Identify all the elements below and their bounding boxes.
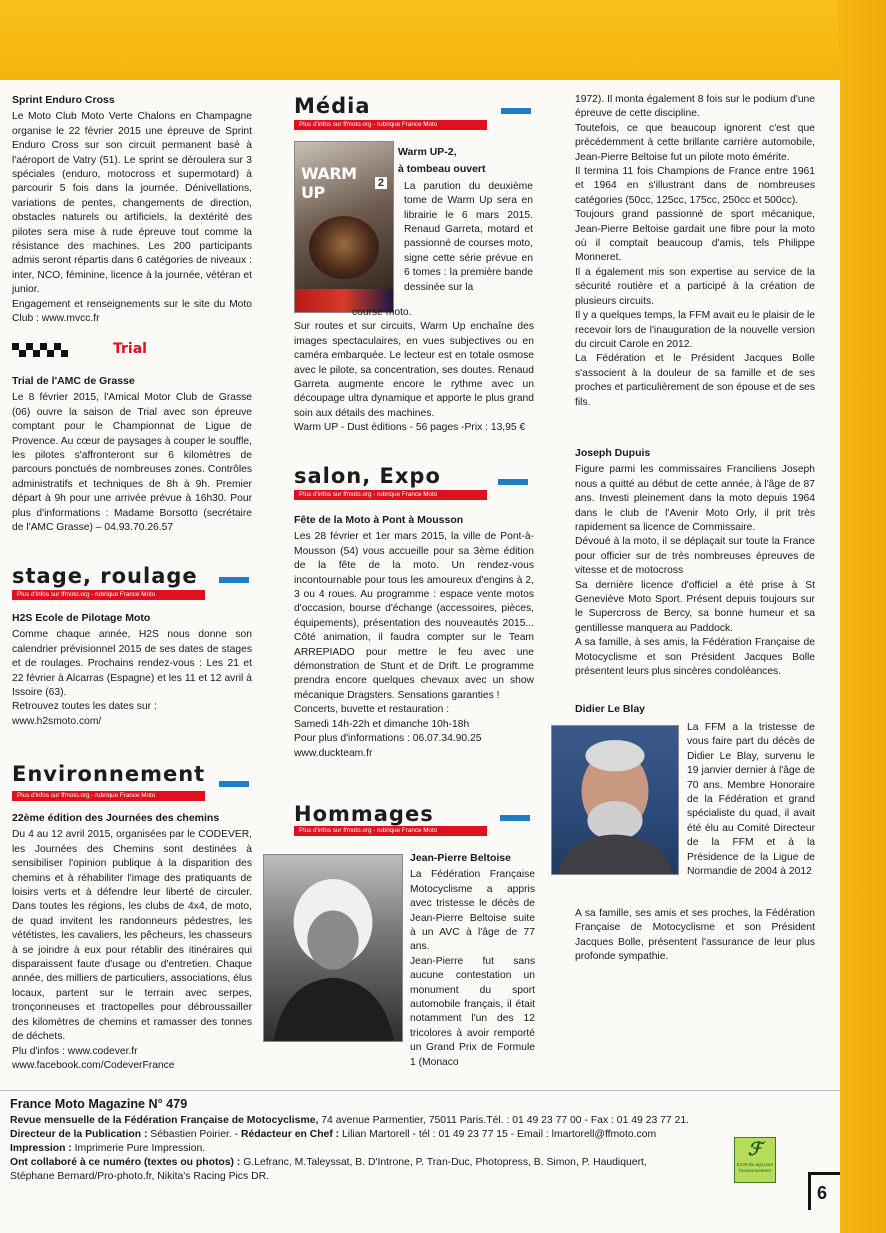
beltoise-text: La Fédération Française Motocyclisme a appris avec tristesse le décès de Jean-Pierre Beltoise suite à un AVC à l'âge de 77 ans. — [410, 869, 535, 953]
sprint-text: Le Moto Club Moto Verte Chalons en Champagne organise le 22 février 2015 une épreuve de Sprint Enduro Cross sur son circuit permanent basé à l'aéroport de Vatry (51). Le sprint se déroulera sur 3 spéciales (enduro, motocross et supermotard) à parcourir 5 fois dans la journée. Dénivellations, variations de pentes, changements de direction, obstacles naturels ou artificiels, la dextérité des pilotes sera mise à rude épreuve tout comme la résistance des machines. Les 200 participants admis seront répartis dans 6 catégories de niveaux : inter, NCO, féminine, licence à la journée, vétéran et junior. — [12, 111, 252, 296]
leblay-wrap-block — [687, 721, 815, 879]
sprint-text-2: Engagement et renseignements sur le site du Moto Club : www.mvcc.fr — [12, 298, 252, 325]
beltoise-p2: Toutefois, ce que beaucoup ignorent c'est que précédemment à cette brillante carrière automobile, Jean-Pierre Beltoise fut un pilote moto émérite. — [575, 122, 815, 163]
dupuis-p3: Sa dernière licence d'officiel a été prise à St Geneviève Moto Sport. Présent depuis toujours sur le Supercross de Bercy, sa bonne humeur et sa gentillesse manquera au Paddock. — [575, 579, 815, 634]
env-text: Du 4 au 12 avril 2015, organisées par le CODEVER, les Journées des Chemins sont destinées à sensibiliser l'opinion publique à la disparition des chemins et à réhabiliter l'image des pratiquants de loisirs verts et à défendre leur liberté de circuler. Dans toutes les régions, les clubs de 4x4, de moto, de quad invitent les randonneurs pédestres, les vététistes, les cavaliers, les pêcheurs, les chasseurs à se joindre à eux pour rétablir des itinéraires qui disparaissent faute d'usage ou d'entretien. Chaque année, des milliers de particuliers, associations, élus locaux, partent sur le terrain avec serpes, tronçonneuses et tractopelles pour débroussailler des kilomètres de chemins et ramasser des tonnes de déchets. — [12, 829, 252, 1043]
media-wrap-block — [398, 145, 533, 295]
page-number: 6 — [808, 1172, 840, 1210]
stage-blue-dash — [219, 577, 249, 583]
helmet-illustration — [309, 216, 379, 279]
stage-section-title: stage, roulage — [12, 564, 198, 588]
leblay-p2: A sa famille, ses amis et ses proches, la Fédération Française de Motocyclisme et son Président Jacques Bolle, présentent l'assurance de leur plus profonde sympathie. — [575, 908, 815, 963]
stage-text: Comme chaque année, H2S nous donne son calendrier prévisionnel 2015 de ses dates de stages et de roulages. Prochains rendez-vous : Les 21 et 22 février à Alcarras (Espagne) et les 11 et 12 avril à Issoire (63). — [12, 629, 252, 699]
salon-line-1: Concerts, buvette et restauration : — [294, 704, 450, 716]
footer-line-2: Directeur de la Publication : Sébastien Poirier. - Rédacteur en Chef : Lilian Martorell - tél : 01 49 23 77 15 - Email : lmartorell@ffmoto.com — [10, 1129, 657, 1140]
top-yellow-band — [0, 0, 886, 88]
stage-text-2: Retrouvez toutes les dates sur : — [12, 701, 157, 713]
stage-link[interactable]: www.h2smoto.com/ — [12, 715, 102, 727]
env-link-2[interactable]: www.facebook.com/CodeverFrance — [12, 1059, 175, 1071]
leblay-closing-block — [575, 907, 815, 965]
media-main-block — [294, 306, 534, 436]
checkered-flag-icon — [12, 343, 72, 357]
salon-line-2: Samedi 14h-22h et dimanche 10h-18h — [294, 718, 470, 730]
media-wrap-text: La parution du deuxième tome de Warm Up sera en librairie le 6 mars 2015. Renaud Garreta, motard et passionné de courses moto, signe cette série prévue en 6 tomes : la première bande dessinée sur la — [404, 180, 533, 293]
salon-text: Les 28 février et 1er mars 2015, la ville de Pont-à-Mousson (54) vous accueille pour sa 3ème édition de la fête de la moto. Un rendez-vous incontournable pour tous les amoureux d'engins à 2, 3 ou 4 roues. Au programme : espace vente motos d'occasion, bourse d'échange (accessoires, pièces, équipements), présentation des nouveautés 2015... Côté animation, il faudra compter sur le Team ARREPIADO pour mettre le feu avec une démonstration de Stunt et de Drift. Le programme prendra encore quelques chevaux avec un show mécanique Dragsters. Sensations garanties ! — [294, 531, 534, 701]
footer-line-3: Impression : Imprimerie Pure Impression. — [10, 1143, 206, 1154]
hommages-section-title: Hommages — [294, 802, 434, 826]
beltoise-p4: Toujours grand passionné de sport mécanique, Jean-Pierre Beltoise gardait une fibre pour la moto où il comptait beaucoup d'amis, tels Philippe Monneret. — [575, 209, 815, 264]
salon-section-title: salon, Expo — [294, 464, 441, 488]
ecofolio-logo — [734, 1137, 776, 1183]
beltoise-photo — [263, 854, 403, 1042]
salon-blue-dash — [498, 479, 528, 485]
media-blue-dash — [501, 108, 531, 114]
footer-divider — [0, 1090, 840, 1091]
beltoise-block — [410, 851, 535, 1070]
env-blue-dash — [219, 781, 249, 787]
trial-title: Trial de l'AMC de Grasse — [12, 375, 135, 387]
salon-block — [294, 513, 534, 761]
dupuis-title: Joseph Dupuis — [575, 447, 651, 459]
beltoise-p5: Il a également mis son expertise au service de la sécurité routière et a participé à la création de plusieurs circuits. — [575, 266, 815, 307]
column-3 — [575, 93, 815, 410]
media-info-bar: Plus d'infos sur ffmoto.org - rubrique France Moto — [294, 120, 487, 130]
dupuis-block — [575, 446, 815, 680]
media-price: Warm UP - Dust éditions - 56 pages -Prix : 13,95 € — [294, 422, 526, 434]
dupuis-p2: Dévoué à la moto, il se déplaçait sur toute la France pour officier sur de très nombreuses épreuves de vitesse et de motocross — [575, 536, 815, 577]
media-title: Warm UP-2, — [398, 146, 457, 158]
magazine-name: France Moto Magazine N° 479 — [10, 1097, 188, 1111]
dupuis-p4: A sa famille, à ses amis, la Fédération Française de Motocyclisme et son Président Jacques Bolle présentent leurs plus sincères condoléances. — [575, 637, 815, 678]
beltoise-p7: La Fédération et le Président Jacques Bolle s'associent à la douleur de sa famille et de ses proches et particulièrement de son épouse et de ses fils. — [575, 353, 815, 408]
sprint-title: Sprint Enduro Cross — [12, 94, 115, 106]
salon-title: Fête de la Moto à Pont à Mousson — [294, 514, 464, 526]
ecofolio-f-icon: ℱ — [747, 1139, 763, 1160]
media-text: Sur routes et sur circuits, Warm Up enchaîne des images spectaculaires, en vues subjectives ou en caméra embarquée. Le lecteur est en totale osmose avec le pilote, sa concentration, ses doutes. Renaud Garreta augmente encore le rythme avec un découpage ultra dynamique et apporte le plus grand soin aux détails des machines. — [294, 321, 534, 419]
media-subtitle: à tombeau ouvert — [398, 163, 486, 176]
column-1 — [12, 93, 252, 327]
stage-info-bar: Plus d'infos sur ffmoto.org - rubrique France Moto — [12, 590, 205, 600]
footer-line-4: Ont collaboré à ce numéro (textes ou photos) : G.Lefranc, M.Taleyssat, B. D'Introne, P. Tran-Duc, Photopress, B. Simon, P. Haudiquert, — [10, 1157, 647, 1168]
env-section-title: Environnement — [12, 762, 206, 786]
ecofolio-text: EcoFolio agit pour l'environnement — [736, 1162, 774, 1173]
stage-block — [12, 611, 252, 729]
salon-line-3: Pour plus d'informations : 06.07.34.90.25 — [294, 733, 482, 745]
beltoise-text-2: Jean-Pierre fut sans aucune contestation un monument du sport automobile français, il était notamment l'un des 12 tricolores à avoir remporté un Grand Prix de Formule 1 (Monaco — [410, 955, 535, 1068]
stage-title: H2S Ecole de Pilotage Moto — [12, 612, 151, 624]
env-info-bar: Plus d'infos sur ffmoto.org - rubrique France Moto — [12, 791, 205, 801]
footer-masthead — [10, 1097, 780, 1184]
env-block — [12, 811, 252, 1073]
trial-block — [12, 374, 252, 535]
trial-text: Le 8 février 2015, l'Amical Motor Club de Grasse (06) ouvre la saison de Trial avec son épreuve comptant pour le Championnat de Ligue de Provence. Au cœur de paysages à couper le souffle, les pilotes s'affronteront sur 6 kilomètres de parcours ponctués de nombreuses zones. Contrôles administratifs et techniques de 8h à 9h. Premier départ à 9h pour une arrivée prévue à 16h30. Pour plus d'informations : Madame Borsotto (secrétaire de l'AMC Grasse) – 04.93.70.26.57 — [12, 392, 252, 534]
beltoise-continued: 1972). Il monta également 8 fois sur le podium d'une épreuve de cette discipline. — [575, 94, 815, 120]
hommages-info-bar: Plus d'infos sur ffmoto.org - rubrique France Moto — [294, 826, 487, 836]
footer-line-5: Stéphane Bernard/Pro-photo.fr, Nikita's Racing Pics DR. — [10, 1171, 269, 1182]
beltoise-p6: Il y a quelques temps, la FFM avait eu le plaisir de le recevoir lors de l'inauguration de la nouvelle version du circuit Carole en 2012. — [575, 310, 815, 350]
env-title: 22ème édition des Journées des chemins — [12, 812, 220, 824]
leblay-title: Didier Le Blay — [575, 703, 646, 715]
media-section-title: Média — [294, 94, 371, 118]
footer-line-1: Revue mensuelle de la Fédération Française de Motocyclisme, 74 avenue Parmentier, 75011 Paris.Tél. : 01 49 23 77 00 - Fax : 01 49 23 77 21. — [10, 1115, 690, 1126]
leblay-header — [575, 702, 815, 719]
dupuis-p1: Figure parmi les commissaires Franciliens Joseph nous a quitté au début de cette année, à l'âge de 87 ans. Investi pleinement dans la moto depuis 1964 dans le club de l'Avenir Moto Orly, il prit très rapidement sa licence de Commissaire. — [575, 464, 815, 534]
leblay-wrap-text: La FFM a la tristesse de vous faire part du décès de Didier Le Blay, survenu le 19 janvier dernier à l'âge de 70 ans. Membre Honoraire de la Fédération et grand spécialiste du quad, il avait été élu au Comité Directeur de la FFM et à la Présidence de la Ligue de Normandie de 2004 à 2012 — [687, 722, 815, 878]
leblay-photo — [551, 725, 679, 875]
book-cover-number: 2 — [375, 177, 387, 189]
warm-up-book-cover — [294, 141, 394, 313]
salon-info-bar: Plus d'infos sur ffmoto.org - rubrique France Moto — [294, 490, 487, 500]
right-yellow-band — [838, 0, 886, 1233]
beltoise-title: Jean-Pierre Beltoise — [410, 852, 511, 864]
salon-link[interactable]: www.duckteam.fr — [294, 747, 373, 759]
book-cover-title: WARM UP — [301, 164, 357, 202]
trial-section-title: Trial — [113, 341, 147, 357]
hommages-blue-dash — [500, 815, 530, 821]
env-link-1[interactable]: Plu d'infos : www.codever.fr — [12, 1045, 138, 1057]
media-wrap-end: course moto. — [352, 307, 412, 318]
beltoise-p3: Il termina 11 fois Champions de France entre 1961 et 1964 en s'illustrant dans de nombreuses catégories (50cc, 125cc, 175cc, 250cc et 500cc). — [575, 166, 815, 206]
